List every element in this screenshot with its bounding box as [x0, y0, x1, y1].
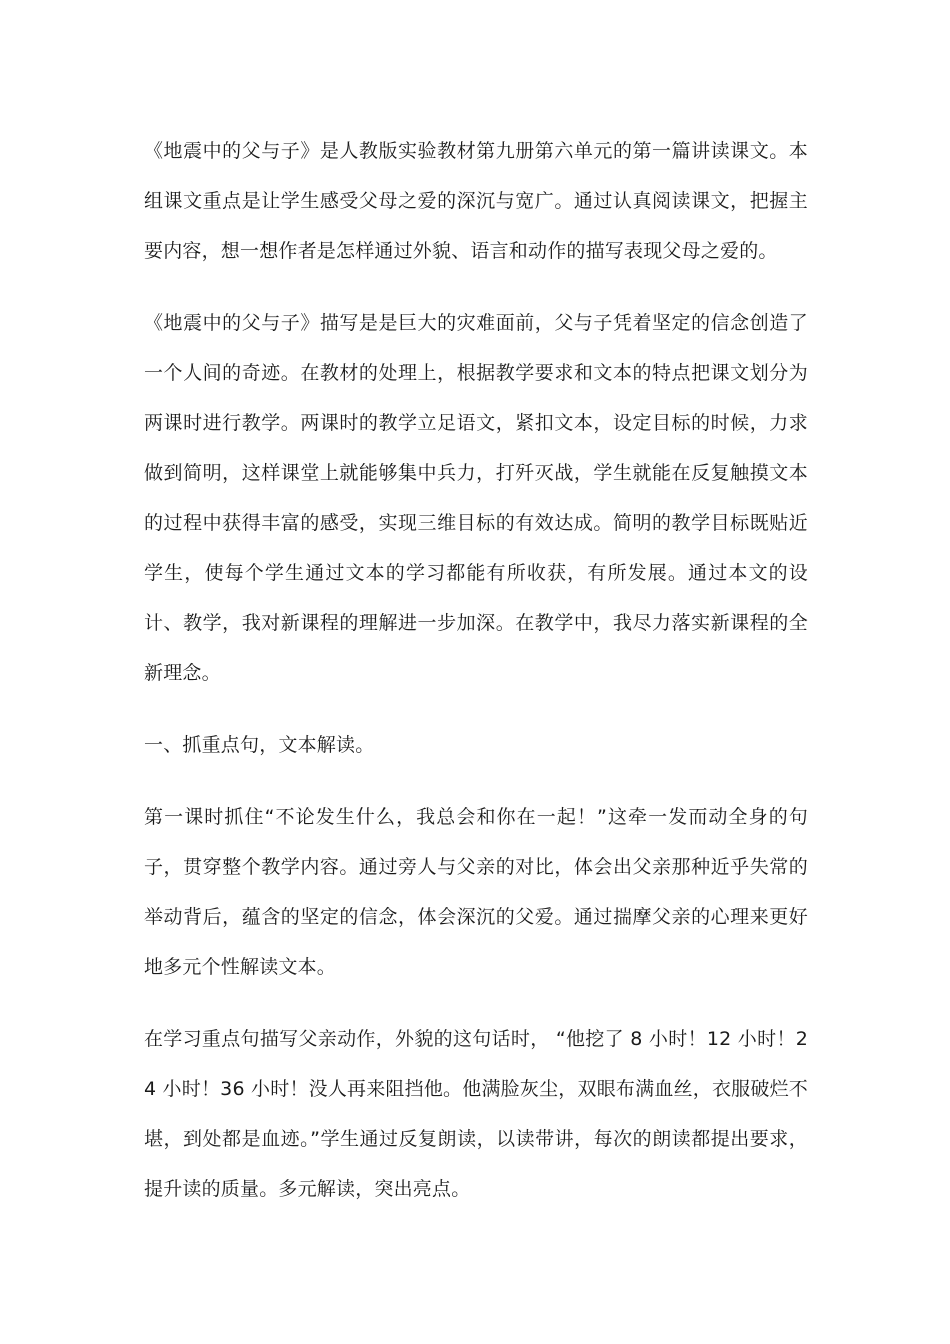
paragraph-key-sentence: 在学习重点句描写父亲动作，外貌的这句话时， “他挖了 8 小时！12 小时！24 小时！36 小时！没人再来阻挡他。他满脸灰尘，双眼布满血丝，衣服破烂不堪，到处都是血迹。”学生通过反复朗读，以读带讲，每次的朗读都提出要求，提升读的质量。多元解读，突出亮点。	[144, 1028, 808, 1200]
paragraph-first-lesson: 第一课时抓住“不论发生什么，我总会和你在一起！”这牵一发而动全身的句子，贯穿整个教学内容。通过旁人与父亲的对比，体会出父亲那种近乎失常的举动背后，蕴含的坚定的信念，体会深沉的父爱。通过揣摩父亲的心理来更好地多元个性解读文本。	[144, 806, 808, 978]
section-heading: 一、抓重点句，文本解读。	[144, 734, 375, 756]
paragraph-overview: 《地震中的父与子》描写是是巨大的灾难面前，父与子凭着坚定的信念创造了一个人间的奇迹。在教材的处理上，根据教学要求和文本的特点把课文划分为两课时进行教学。两课时的教学立足语文，紧扣文本，设定目标的时候，力求做到简明，这样课堂上就能够集中兵力，打歼灭战，学生就能在反复触摸文本的过程中获得丰富的感受，实现三维目标的有效达成。简明的教学目标既贴近学生，使每个学生通过文本的学习都能有所收获，有所发展。通过本文的设计、教学，我对新课程的理解进一步加深。在教学中，我尽力落实新课程的全新理念。	[144, 312, 808, 684]
document-body	[144, 126, 808, 1236]
paragraph-intro: 《地震中的父与子》是人教版实验教材第九册第六单元的第一篇讲读课文。本组课文重点是让学生感受父母之爱的深沉与宽广。通过认真阅读课文，把握主要内容，想一想作者是怎样通过外貌、语言和动作的描写表现父母之爱的。	[144, 140, 808, 262]
